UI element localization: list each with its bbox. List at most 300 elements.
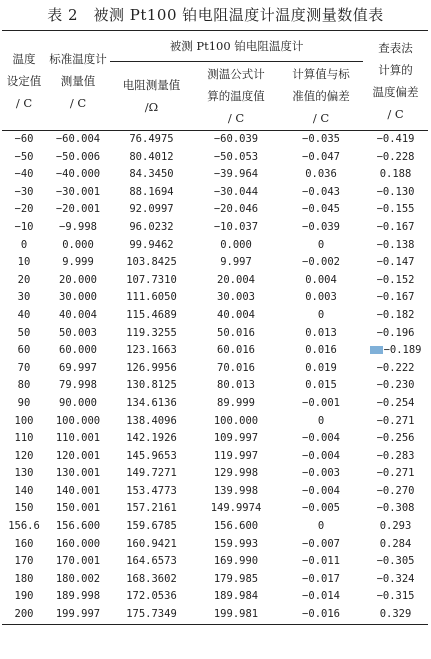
cell-resistance (110, 342, 193, 360)
cell-formula-temp (193, 413, 279, 431)
selection-highlight (370, 346, 383, 354)
cell-value: −0.011 (302, 555, 340, 568)
cell-calc-deviation (279, 588, 363, 606)
cell-resistance (110, 131, 193, 149)
cell-lookup-deviation (363, 289, 428, 307)
cell-value: −0.256 (376, 432, 415, 445)
cell-standard-temp (46, 325, 110, 343)
cell-resistance (110, 184, 193, 202)
cell-value: −0.138 (376, 238, 415, 251)
cell-value: 40.004 (59, 308, 97, 321)
table-row (2, 342, 428, 360)
cell-value: −0.014 (302, 590, 340, 603)
cell-value: 107.7310 (126, 273, 177, 286)
cell-value: −0.222 (376, 361, 415, 374)
cell-calc-deviation (279, 289, 363, 307)
cell-set-temp (2, 166, 46, 184)
cell-value: −0.271 (376, 414, 415, 427)
cell-value: 172.0536 (126, 590, 177, 603)
cell-set-temp (2, 360, 46, 378)
cell-calc-deviation (279, 219, 363, 237)
cell-lookup-deviation (363, 325, 428, 343)
cell-value: 80 (17, 379, 31, 392)
cell-value: 142.1926 (126, 432, 177, 445)
table-row (2, 289, 428, 307)
header-lookup-deviation: 查表法 计算的 温度偏差 / C (363, 31, 428, 131)
cell-standard-temp (46, 588, 110, 606)
cell-value: 138.4096 (126, 414, 177, 427)
cell-calc-deviation (279, 395, 363, 413)
cell-value: −50 (14, 150, 34, 163)
cell-formula-temp (193, 536, 279, 554)
cell-value: −0.007 (302, 537, 340, 550)
cell-value: 70.016 (217, 361, 255, 374)
cell-resistance (110, 553, 193, 571)
cell-value: 189.984 (213, 590, 259, 603)
cell-lookup-deviation (363, 377, 428, 395)
cell-lookup-deviation (363, 184, 428, 202)
cell-lookup-deviation (363, 500, 428, 518)
cell-value: 90.000 (59, 396, 97, 409)
cell-standard-temp (46, 219, 110, 237)
cell-value: 90 (17, 396, 31, 409)
cell-value: −40.000 (55, 168, 101, 181)
cell-standard-temp (46, 272, 110, 290)
cell-resistance (110, 307, 193, 325)
cell-value: 79.998 (59, 379, 97, 392)
cell-value: −0.035 (302, 133, 340, 145)
cell-value: −0.045 (302, 203, 340, 216)
cell-value: 0 (20, 238, 28, 251)
cell-value: −10 (14, 220, 34, 233)
cell-set-temp (2, 430, 46, 448)
cell-value: −0.305 (376, 555, 415, 568)
cell-value: −30 (14, 185, 34, 198)
cell-calc-deviation (279, 149, 363, 167)
cell-value: −0.016 (302, 608, 340, 621)
cell-resistance (110, 219, 193, 237)
cell-standard-temp (46, 571, 110, 589)
cell-resistance (110, 500, 193, 518)
cell-calc-deviation (279, 571, 363, 589)
cell-formula-temp (193, 588, 279, 606)
cell-calc-deviation (279, 448, 363, 466)
cell-resistance (110, 606, 193, 624)
cell-value: 100.000 (213, 414, 259, 427)
cell-resistance (110, 483, 193, 501)
cell-calc-deviation (279, 307, 363, 325)
cell-value: 160.9421 (126, 537, 177, 550)
cell-value: −39.964 (213, 168, 259, 181)
cell-value: −30.044 (213, 185, 259, 198)
cell-formula-temp (193, 184, 279, 202)
cell-value: 200 (14, 608, 34, 621)
cell-calc-deviation (279, 465, 363, 483)
cell-formula-temp (193, 219, 279, 237)
cell-value: 199.981 (213, 608, 259, 621)
cell-set-temp (2, 219, 46, 237)
cell-resistance (110, 149, 193, 167)
cell-value: −0.017 (302, 572, 340, 585)
cell-lookup-deviation (363, 272, 428, 290)
table-row (2, 588, 428, 606)
cell-value: 130.8125 (126, 379, 177, 392)
cell-set-temp (2, 553, 46, 571)
cell-set-temp (2, 483, 46, 501)
table-row (2, 184, 428, 202)
cell-value: 60 (17, 344, 31, 357)
cell-lookup-deviation (363, 166, 428, 184)
cell-value: −20.001 (55, 203, 101, 216)
data-table-container (2, 30, 428, 625)
cell-formula-temp (193, 395, 279, 413)
table-row (2, 219, 428, 237)
cell-value: 139.998 (213, 484, 259, 497)
cell-calc-deviation (279, 360, 363, 378)
table-body (2, 131, 428, 625)
cell-value: 111.6050 (126, 291, 177, 304)
cell-value: 180 (14, 572, 34, 585)
cell-formula-temp (193, 606, 279, 624)
cell-value: 0.188 (379, 168, 412, 181)
cell-set-temp (2, 465, 46, 483)
cell-value: 156.600 (55, 520, 101, 533)
cell-set-temp (2, 272, 46, 290)
cell-set-temp (2, 606, 46, 624)
cell-value: −0.003 (302, 467, 340, 480)
table-row (2, 413, 428, 431)
cell-formula-temp (193, 553, 279, 571)
cell-set-temp (2, 131, 46, 149)
cell-value: −9.998 (59, 220, 97, 233)
cell-value: 149.7271 (126, 467, 177, 480)
cell-value: 20.000 (59, 273, 97, 286)
cell-resistance (110, 289, 193, 307)
cell-value: −0.271 (376, 467, 415, 480)
cell-value: −0.283 (376, 449, 415, 462)
header-resistance: 电阻测量值 /Ω (110, 62, 193, 131)
cell-lookup-deviation (363, 588, 428, 606)
cell-value: 96.0232 (129, 220, 174, 233)
cell-value: −0.004 (302, 432, 340, 445)
cell-value: 0.000 (220, 238, 252, 251)
cell-set-temp (2, 325, 46, 343)
table-row (2, 272, 428, 290)
cell-set-temp (2, 201, 46, 219)
cell-standard-temp (46, 483, 110, 501)
cell-standard-temp (46, 553, 110, 571)
header-calc-deviation: 计算值与标 准值的偏差 / C (279, 62, 363, 131)
cell-value: 103.8425 (126, 256, 177, 269)
cell-value: −0.189 (383, 344, 422, 357)
cell-value: −0.155 (376, 203, 415, 216)
cell-value: −0.167 (376, 220, 415, 233)
cell-value: −0.254 (376, 396, 415, 409)
cell-lookup-deviation (363, 465, 428, 483)
cell-value: 0.000 (62, 238, 94, 251)
cell-value: 84.3450 (129, 168, 174, 181)
cell-value: −50.006 (55, 150, 101, 163)
cell-value: 130.001 (55, 467, 101, 480)
table-row (2, 166, 428, 184)
cell-value: −0.002 (302, 256, 340, 269)
cell-value: 115.4689 (126, 308, 177, 321)
table-title: 表 2 被测 Pt100 铂电阻温度计温度测量数值表 (47, 6, 384, 24)
cell-value: −0.043 (302, 185, 340, 198)
cell-resistance (110, 237, 193, 255)
cell-value: 0 (317, 308, 325, 321)
cell-value: −0.005 (302, 502, 340, 515)
header-group-pt100: 被测 Pt100 铂电阻温度计 (110, 31, 363, 62)
cell-resistance (110, 360, 193, 378)
cell-calc-deviation (279, 254, 363, 272)
cell-value: 9.999 (62, 256, 94, 269)
cell-value: 69.997 (59, 361, 97, 374)
cell-set-temp (2, 289, 46, 307)
cell-formula-temp (193, 201, 279, 219)
cell-calc-deviation (279, 201, 363, 219)
cell-standard-temp (46, 237, 110, 255)
cell-value: −0.167 (376, 291, 415, 304)
cell-value: 0.013 (305, 326, 337, 339)
cell-value: 145.9653 (126, 449, 177, 462)
cell-value: 110 (14, 432, 34, 445)
cell-value: 159.6785 (126, 520, 177, 533)
cell-value: 119.3255 (126, 326, 177, 339)
cell-calc-deviation (279, 500, 363, 518)
cell-resistance (110, 413, 193, 431)
cell-resistance (110, 395, 193, 413)
table-row (2, 553, 428, 571)
cell-lookup-deviation (363, 571, 428, 589)
cell-calc-deviation (279, 553, 363, 571)
table-row (2, 500, 428, 518)
cell-lookup-deviation (363, 307, 428, 325)
table-row (2, 254, 428, 272)
cell-value: 199.997 (55, 608, 101, 621)
cell-value: 169.990 (213, 555, 259, 568)
table-row (2, 448, 428, 466)
cell-value: 0.016 (305, 344, 337, 357)
table-header (2, 31, 428, 131)
table-row (2, 571, 428, 589)
cell-value: −0.152 (376, 273, 415, 286)
cell-lookup-deviation (363, 201, 428, 219)
cell-value: 140.001 (55, 484, 101, 497)
cell-formula-temp (193, 518, 279, 536)
cell-standard-temp (46, 536, 110, 554)
cell-set-temp (2, 518, 46, 536)
cell-value: −0.324 (376, 572, 415, 585)
cell-standard-temp (46, 184, 110, 202)
cell-value: 189.998 (55, 590, 101, 603)
cell-value: −0.270 (376, 484, 415, 497)
temperature-data-table (2, 30, 428, 625)
cell-value: 0.019 (305, 361, 337, 374)
cell-set-temp (2, 448, 46, 466)
cell-resistance (110, 377, 193, 395)
cell-value: 0 (317, 238, 325, 251)
cell-value: 168.3602 (126, 572, 177, 585)
cell-lookup-deviation (363, 237, 428, 255)
cell-formula-temp (193, 571, 279, 589)
cell-formula-temp (193, 131, 279, 149)
cell-standard-temp (46, 289, 110, 307)
cell-value: 10 (17, 256, 31, 269)
table-row (2, 518, 428, 536)
cell-value: 0 (317, 414, 325, 427)
cell-calc-deviation (279, 272, 363, 290)
table-row (2, 606, 428, 624)
cell-value: −0.047 (302, 150, 340, 163)
cell-lookup-deviation (363, 131, 428, 149)
cell-lookup-deviation (363, 536, 428, 554)
cell-value: 0 (317, 520, 325, 533)
cell-formula-temp (193, 377, 279, 395)
cell-value: 30.003 (217, 291, 255, 304)
cell-standard-temp (46, 149, 110, 167)
cell-set-temp (2, 377, 46, 395)
cell-resistance (110, 166, 193, 184)
cell-value: 170.001 (55, 555, 101, 568)
cell-formula-temp (193, 307, 279, 325)
cell-value: −0.228 (376, 150, 415, 163)
cell-set-temp (2, 307, 46, 325)
cell-set-temp (2, 237, 46, 255)
cell-value: 153.4773 (126, 484, 177, 497)
cell-standard-temp (46, 166, 110, 184)
cell-value: 0.003 (305, 291, 337, 304)
cell-calc-deviation (279, 413, 363, 431)
cell-set-temp (2, 395, 46, 413)
cell-value: −0.419 (376, 133, 415, 145)
cell-resistance (110, 465, 193, 483)
cell-standard-temp (46, 377, 110, 395)
cell-formula-temp (193, 448, 279, 466)
cell-value: 76.4975 (129, 133, 174, 145)
cell-value: 170 (14, 555, 34, 568)
cell-lookup-deviation (363, 448, 428, 466)
cell-value: 20.004 (217, 273, 255, 286)
cell-standard-temp (46, 465, 110, 483)
cell-value: 100 (14, 414, 34, 427)
cell-value: 0.036 (305, 168, 337, 181)
cell-formula-temp (193, 289, 279, 307)
cell-resistance (110, 571, 193, 589)
cell-set-temp (2, 184, 46, 202)
cell-formula-temp (193, 465, 279, 483)
cell-value: −0.196 (376, 326, 415, 339)
cell-value: −0.147 (376, 256, 415, 269)
cell-value: −50.053 (213, 150, 259, 163)
cell-lookup-deviation (363, 483, 428, 501)
cell-value: 80.4012 (129, 150, 174, 163)
table-row (2, 430, 428, 448)
cell-calc-deviation (279, 606, 363, 624)
cell-value: 156.6 (8, 520, 40, 533)
cell-value: −60.039 (213, 133, 259, 145)
cell-value: 190 (14, 590, 34, 603)
cell-value: −10.037 (213, 220, 259, 233)
cell-value: −0.004 (302, 484, 340, 497)
cell-value: 129.998 (213, 467, 259, 480)
table-row (2, 483, 428, 501)
cell-value: 0.015 (305, 379, 337, 392)
cell-calc-deviation (279, 237, 363, 255)
cell-value: −20 (14, 203, 34, 216)
cell-lookup-deviation (363, 518, 428, 536)
table-row (2, 149, 428, 167)
cell-calc-deviation (279, 131, 363, 149)
cell-value: 156.600 (213, 520, 259, 533)
cell-value: 120 (14, 449, 34, 462)
cell-value: 50.003 (59, 326, 97, 339)
header-formula-temperature: 测温公式计 算的温度值 / C (193, 62, 279, 131)
cell-value: 92.0997 (129, 203, 174, 216)
cell-value: 60.000 (59, 344, 97, 357)
cell-value: 30.000 (59, 291, 97, 304)
cell-value: 120.001 (55, 449, 101, 462)
cell-lookup-deviation (363, 342, 428, 360)
cell-value: 0.293 (379, 520, 412, 533)
cell-value: 30 (17, 291, 31, 304)
table-row (2, 360, 428, 378)
cell-standard-temp (46, 606, 110, 624)
table-row (2, 395, 428, 413)
cell-lookup-deviation (363, 254, 428, 272)
cell-value: 40.004 (217, 308, 255, 321)
cell-standard-temp (46, 430, 110, 448)
cell-formula-temp (193, 325, 279, 343)
cell-value: −0.315 (376, 590, 415, 603)
cell-value: 20 (17, 273, 31, 286)
cell-resistance (110, 272, 193, 290)
table-row (2, 237, 428, 255)
cell-value: 150 (14, 502, 34, 515)
cell-value: 180.002 (55, 572, 101, 585)
cell-value: 119.997 (213, 449, 259, 462)
cell-value: 50 (17, 326, 31, 339)
cell-formula-temp (193, 166, 279, 184)
cell-value: 50.016 (217, 326, 255, 339)
cell-standard-temp (46, 518, 110, 536)
table-row (2, 377, 428, 395)
cell-value: 160 (14, 537, 34, 550)
cell-value: −0.182 (376, 308, 415, 321)
cell-value: 123.1663 (126, 344, 177, 357)
cell-set-temp (2, 500, 46, 518)
cell-standard-temp (46, 395, 110, 413)
cell-lookup-deviation (363, 430, 428, 448)
cell-value: 164.6573 (126, 555, 177, 568)
cell-value: −30.001 (55, 185, 101, 198)
cell-value: 80.013 (217, 379, 255, 392)
cell-calc-deviation (279, 377, 363, 395)
cell-lookup-deviation (363, 413, 428, 431)
cell-calc-deviation (279, 430, 363, 448)
cell-formula-temp (193, 360, 279, 378)
cell-resistance (110, 448, 193, 466)
cell-value: 126.9956 (126, 361, 177, 374)
cell-calc-deviation (279, 342, 363, 360)
cell-standard-temp (46, 342, 110, 360)
cell-lookup-deviation (363, 395, 428, 413)
cell-lookup-deviation (363, 553, 428, 571)
cell-value: −0.130 (376, 185, 415, 198)
header-standard-thermometer: 标准温度计 测量值 / C (46, 31, 110, 131)
cell-formula-temp (193, 500, 279, 518)
cell-value: 149.9974 (210, 502, 262, 515)
